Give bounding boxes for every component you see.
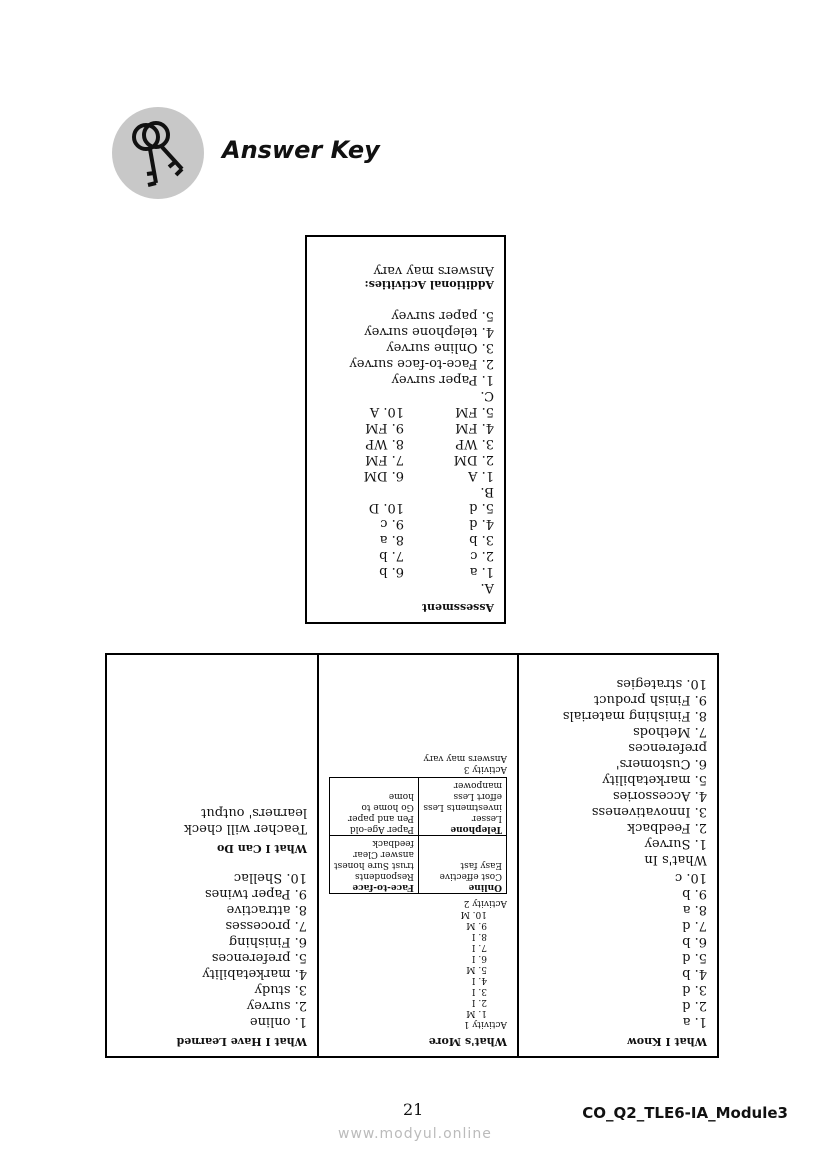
answer-item: 4. I	[471, 975, 487, 985]
answer-item: 2. DM	[453, 452, 494, 467]
answer-item: 1. a	[469, 564, 494, 579]
what-i-can-do-text: Teacher will check learners' output	[183, 805, 307, 836]
answer-item: 7. FM	[365, 452, 404, 467]
whats-more-column	[317, 655, 517, 1056]
activity3-text: Answers may vary	[423, 753, 507, 763]
what-i-know-column	[517, 655, 717, 1056]
answer-item: 2. survey	[246, 998, 307, 1013]
answer-item: 9. b	[682, 886, 707, 901]
answer-item: 9. M	[466, 920, 487, 930]
answer-item: 8. I	[471, 931, 487, 941]
additional-activities-text: Answers may vary	[373, 263, 494, 278]
module-code: CO_Q2_TLE6-IA_Module3	[582, 1104, 788, 1122]
table-cell: Respondents trust Sure honest answer Clear feedback	[334, 838, 414, 881]
answer-item: 5. marketability	[602, 772, 707, 787]
answer-item: 8. attractive	[226, 902, 307, 917]
answer-item: 9. FM	[365, 420, 404, 435]
answer-item: 6. Finishing	[228, 934, 307, 949]
answer-item: 10. c	[674, 870, 707, 885]
table-cell: Cost effective Easy fast	[439, 860, 502, 881]
activity1-label: Activity 1	[463, 1019, 507, 1029]
answer-item: 7. processes	[225, 918, 307, 933]
answer-item: 2. c	[470, 548, 494, 563]
answer-item: preferences	[628, 740, 707, 755]
answer-item: 8. a	[379, 532, 404, 547]
answer-item: 7. Methods	[633, 724, 707, 739]
answer-item: 5. FM	[455, 404, 494, 419]
activity3-label: Activity 3	[463, 764, 507, 774]
answers-box	[105, 653, 719, 1058]
additional-activities-heading: Additional Activities:	[364, 278, 494, 291]
what-i-can-do-heading: What I Can Do	[217, 842, 307, 855]
answer-item: 7. I	[471, 942, 487, 952]
answer-item: 2. Face-to-face survey	[349, 356, 494, 371]
page-number: 21	[403, 1100, 424, 1119]
answer-item: 4. d	[469, 516, 494, 531]
section-c-answers	[317, 307, 494, 387]
section-a-label: A.	[480, 580, 494, 595]
whats-more-heading: What's More	[428, 1035, 507, 1048]
section-a-answers	[317, 499, 494, 579]
assessment-box	[305, 235, 506, 624]
answer-item: 10. A	[369, 404, 404, 419]
assessment-heading: Assessment	[421, 601, 494, 614]
table-header-telephone: Telephone	[450, 824, 502, 834]
answer-item: 3. Innovativeness	[591, 804, 707, 819]
answer-item: 9. Finish product	[594, 692, 707, 707]
answer-item: 4. Accessories	[612, 788, 707, 803]
answer-item: 4. FM	[455, 420, 494, 435]
page-title: Answer Key	[222, 136, 380, 164]
answer-item: 10. M	[460, 909, 487, 919]
answer-item: 5. M	[466, 964, 487, 974]
section-c-label: C.	[480, 388, 494, 403]
answer-item: 4. telephone survey	[364, 324, 494, 339]
what-i-have-learned-column	[117, 655, 317, 1056]
answer-item: 5. preferences	[211, 950, 307, 965]
section-b-answers	[317, 403, 494, 483]
answer-item: 2. I	[471, 997, 487, 1007]
answer-item: 5. d	[469, 500, 494, 515]
answer-item: 5. paper survey	[391, 308, 494, 323]
activity1-answers	[329, 908, 507, 1018]
answer-item: 1. A	[468, 468, 494, 483]
answer-item: 3. WP	[455, 436, 494, 451]
answer-item: 10. Shellac	[233, 870, 307, 885]
answer-item: 1. online	[249, 1014, 307, 1029]
answer-item: 6. b	[379, 564, 404, 579]
whats-in-answers	[529, 675, 707, 851]
table-header-online: Online	[468, 882, 502, 892]
answer-item: 10. strategies	[616, 676, 707, 691]
table-cell: Lesser investments Less effort Less manpower	[423, 780, 502, 823]
answer-item: 6. Customers'	[615, 756, 707, 771]
answer-item: 2. d	[682, 998, 707, 1013]
activity2-table	[329, 777, 507, 894]
answer-item: 6. b	[682, 934, 707, 949]
answer-item: 3. b	[469, 532, 494, 547]
key-icon	[112, 107, 204, 199]
answer-item: 8. Finishing materials	[562, 708, 707, 723]
answer-item: 4. b	[682, 966, 707, 981]
answer-item: 8. a	[682, 902, 707, 917]
answer-item: 7. b	[379, 548, 404, 563]
answer-item: 3. study	[254, 982, 307, 997]
answer-item: 6. DM	[363, 468, 404, 483]
answer-item: 2. Feedback	[627, 820, 707, 835]
answer-item: 1. a	[682, 1014, 707, 1029]
what-i-have-learned-heading: What I Have Learned	[176, 1035, 307, 1048]
answer-item: 3. I	[471, 986, 487, 996]
answer-item: 4. marketability	[202, 966, 307, 981]
answer-item: 10. D	[368, 500, 404, 515]
what-i-have-learned-answers	[127, 869, 307, 1029]
answer-item: 6. I	[471, 953, 487, 963]
answer-item: 1. M	[466, 1008, 487, 1018]
answer-item: 8. WP	[365, 436, 404, 451]
answer-item: 9. c	[380, 516, 404, 531]
answer-item: 9. Paper twines	[204, 886, 307, 901]
table-header-face-to-face: Face-to-face	[352, 882, 414, 892]
watermark: www.modyul.online	[338, 1126, 492, 1142]
answer-item: 3. Online survey	[386, 340, 494, 355]
answer-item: 5. d	[682, 950, 707, 965]
answer-item: 1. Survey	[644, 836, 707, 851]
whats-in-heading: What's In	[644, 852, 707, 867]
table-cell: Paper Age-old Pen and paper Go home to home	[347, 791, 414, 834]
what-i-know-answers	[529, 869, 707, 1029]
answer-item: 3. d	[682, 982, 707, 997]
section-b-label: B.	[480, 484, 494, 499]
activity2-label: Activity 2	[463, 898, 507, 908]
answer-item: 7. d	[682, 918, 707, 933]
answer-item: 1. Paper survey	[391, 372, 494, 387]
what-i-know-heading: What I Know	[627, 1035, 707, 1048]
